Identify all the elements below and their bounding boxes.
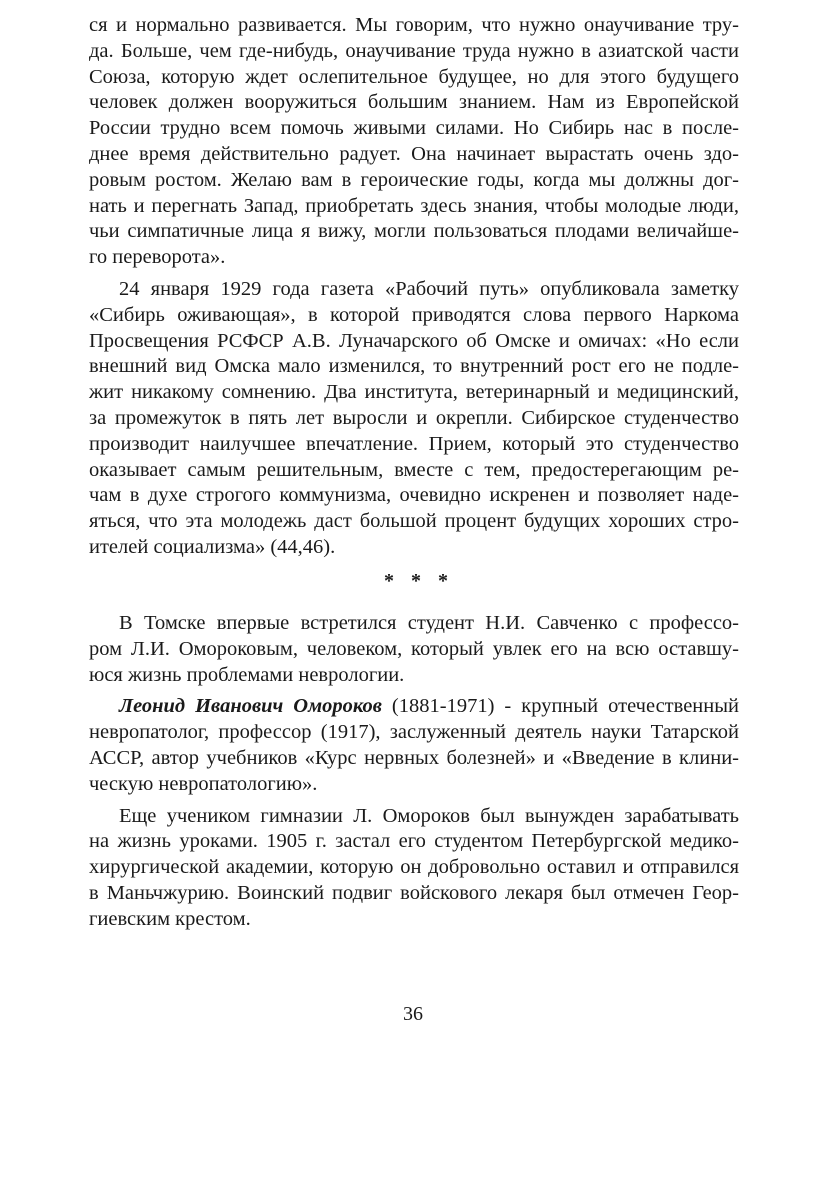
paragraph-quote-continuation <box>89 13 739 271</box>
text-line: чам в духе строгого коммунизма, очевидно искренен и позволяет наде- <box>89 484 739 507</box>
text-line: ровым ростом. Желаю вам в героические годы, когда мы должны дог- <box>89 168 739 191</box>
text-line: производит наилучшее впечатление. Прием, который это студенчество <box>89 432 739 455</box>
page-number: 36 <box>403 1003 423 1025</box>
text-line: человек должен вооружиться большим знанием. Нам из Европейской <box>89 91 739 114</box>
paragraph-lunacharsky <box>89 277 739 561</box>
text-line: Союза, которую ждет ослепительное будущее, но для этого будущего <box>89 65 739 88</box>
text-line: оказывает самым решительным, вместе с тем, предостерегающим ре- <box>89 458 739 481</box>
text-line: чьи симпатичные лица я вижу, могли пользоваться плодами величайше- <box>89 220 739 243</box>
text-line: за промежуток в пять лет выросли и окрепли. Сибирское студенчество <box>89 406 739 429</box>
text-block-upper <box>89 13 739 561</box>
text-line: хирургической академии, которую он добровольно оставил и отправился <box>89 856 739 879</box>
text-line: яться, что эта молодежь даст большой процент будущих хороших стро- <box>89 510 739 533</box>
text-line: в Маньчжурию. Воинский подвиг войскового лекаря был отмечен Геор- <box>89 881 739 904</box>
text-line: Просвещения РСФСР А.В. Луначарского об Омске и омичах: «Но если <box>89 329 739 352</box>
text-line: днее время действительно радует. Она начинает вырастать очень здо- <box>89 142 739 165</box>
text-line: го переворота». <box>89 246 226 269</box>
text-line: ческую невропатологию». <box>89 772 318 795</box>
text-line: внешний вид Омска мало изменился, то внутренний рост его не подле- <box>89 355 739 378</box>
text-line: нать и перегнать Запад, приобретать здесь знания, чтобы молодые люди, <box>89 194 739 217</box>
text-line: невропатолог, профессор (1917), заслуженный деятель науки Татарской <box>89 721 739 744</box>
text-line: России трудно всем помочь живыми силами. Но Сибирь нас в после- <box>89 117 739 140</box>
text-line: ся и нормально развивается. Мы говорим, что нужно онаучивание тру- <box>89 14 739 36</box>
paragraph-omorokov-bio <box>89 694 739 797</box>
section-separator: * * * <box>384 570 454 592</box>
text-block-lower <box>89 611 739 933</box>
text-line: ителей социализма» (44,46). <box>89 535 336 558</box>
text-line: жит никакому сомнению. Два института, ветеринарный и медицинский, <box>89 381 739 404</box>
text-line: АССР, автор учебников «Курс нервных болезней» и «Введение в клини- <box>89 746 739 769</box>
text-line: ром Л.И. Омороковым, человеком, который увлек его на всю оставшу- <box>89 637 739 660</box>
text-line <box>89 694 739 720</box>
paragraph-omorokov-early-life <box>89 804 739 933</box>
text-line: на жизнь уроками. 1905 г. застал его студентом Петербургской медико- <box>89 830 739 853</box>
text-line: 24 января 1929 года газета «Рабочий путь» опубликовала заметку <box>119 277 739 300</box>
text-line: В Томске впервые встретился студент Н.И. Савченко с профессо- <box>119 612 739 634</box>
text-line: юся жизнь проблемами неврологии. <box>89 663 405 686</box>
text-line: да. Больше, чем где-нибудь, онаучивание труда нужно в азиатской части <box>89 39 739 62</box>
text-line: гиевским крестом. <box>89 907 251 930</box>
person-name: Леонид Иванович Омороков <box>119 695 382 718</box>
paragraph-tomsk-meeting <box>89 611 739 688</box>
text-line: Еще учеником гимназии Л. Омороков был вынужден зарабатывать <box>119 804 739 827</box>
text-line: «Сибирь оживающая», в которой приводятся слова первого Наркома <box>89 303 739 326</box>
text-fragment: (1881-1971) - крупный отечественный <box>381 695 739 718</box>
